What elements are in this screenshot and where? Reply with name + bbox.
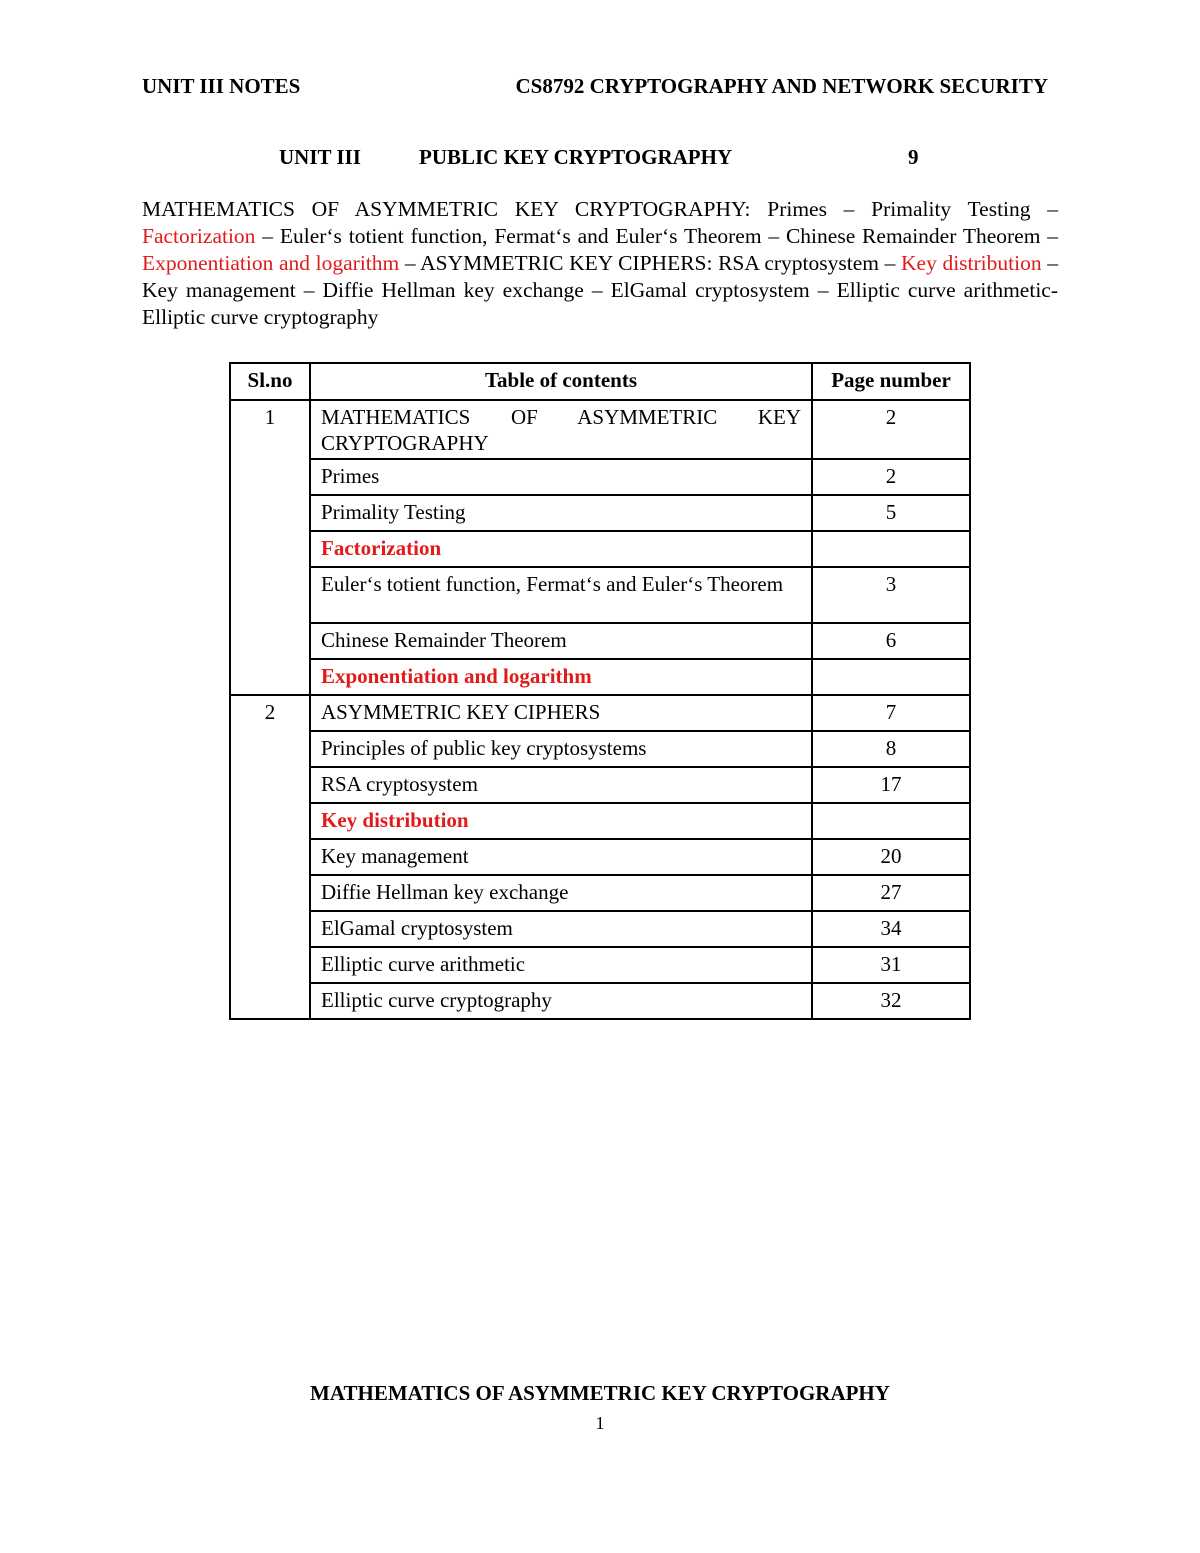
table-row xyxy=(230,567,970,623)
table-row xyxy=(230,459,970,495)
page-cell: 8 xyxy=(812,731,970,767)
page-cell: 5 xyxy=(812,495,970,531)
page-cell: 17 xyxy=(812,767,970,803)
unit-label: UNIT III xyxy=(279,145,361,169)
page-number: 1 xyxy=(595,1413,605,1433)
table-row xyxy=(230,911,970,947)
table-row xyxy=(230,947,970,983)
unit-hours: 9 xyxy=(908,145,919,169)
page-cell: 6 xyxy=(812,623,970,659)
table-row xyxy=(230,623,970,659)
syllabus-text: – Euler‘s totient function, Fermat‘s and Euler‘s Theorem – Chinese Remainder Theorem – xyxy=(255,224,1058,248)
page-cell: 2 xyxy=(812,400,970,459)
table-row xyxy=(230,839,970,875)
page-cell: 34 xyxy=(812,911,970,947)
topic-cell: Chinese Remainder Theorem xyxy=(310,623,812,659)
topic-cell: Euler‘s totient function, Fermat‘s and Euler‘s Theorem xyxy=(310,567,812,623)
topic-cell: Diffie Hellman key exchange xyxy=(310,875,812,911)
syllabus-paragraph xyxy=(142,196,1058,331)
topic-cell: Elliptic curve arithmetic xyxy=(310,947,812,983)
topic-cell-highlight: Key distribution xyxy=(310,803,812,839)
page-cell: 31 xyxy=(812,947,970,983)
syllabus-highlight-key-distribution: Key distribution xyxy=(901,251,1042,275)
header-course-title: CS8792 CRYPTOGRAPHY AND NETWORK SECURITY xyxy=(515,74,1048,98)
page-cell: 3 xyxy=(812,567,970,623)
page-cell: 20 xyxy=(812,839,970,875)
topic-cell-highlight: Factorization xyxy=(310,531,812,567)
page-cell xyxy=(812,659,970,695)
topic-cell: ASYMMETRIC KEY CIPHERS xyxy=(310,695,812,731)
topic-cell: ElGamal cryptosystem xyxy=(310,911,812,947)
topic-cell: Key management xyxy=(310,839,812,875)
page-cell xyxy=(812,803,970,839)
column-header-page: Page number xyxy=(812,363,970,400)
header-unit-notes: UNIT III NOTES xyxy=(142,74,301,98)
slno-cell: 2 xyxy=(230,695,310,1019)
table-row xyxy=(230,659,970,695)
column-header-contents: Table of contents xyxy=(310,363,812,400)
table-row xyxy=(230,695,970,731)
syllabus-text: – ASYMMETRIC KEY CIPHERS: RSA cryptosystem – xyxy=(399,251,902,275)
topic-cell: Principles of public key cryptosystems xyxy=(310,731,812,767)
table-row xyxy=(230,495,970,531)
table-row xyxy=(230,767,970,803)
table-row xyxy=(230,531,970,567)
table-row xyxy=(230,731,970,767)
syllabus-highlight-factorization: Factorization xyxy=(142,224,256,248)
topic-cell: Primes xyxy=(310,459,812,495)
syllabus-text: – Key management – Diffie Hellman key exchange – ElGamal cryptosystem – Elliptic curve arithmetic-Elliptic curve cryptography xyxy=(142,251,1058,329)
page-cell: 27 xyxy=(812,875,970,911)
topic-cell: Elliptic curve cryptography xyxy=(310,983,812,1019)
page-cell: 2 xyxy=(812,459,970,495)
topic-cell: RSA cryptosystem xyxy=(310,767,812,803)
page-cell: 7 xyxy=(812,695,970,731)
table-row xyxy=(230,875,970,911)
topic-cell: MATHEMATICS OF ASYMMETRIC KEY CRYPTOGRAPHY xyxy=(310,400,812,459)
syllabus-text: MATHEMATICS OF ASYMMETRIC KEY CRYPTOGRAPHY: Primes – Primality Testing – xyxy=(142,197,1058,221)
syllabus-highlight-exponentiation: Exponentiation and logarithm xyxy=(142,251,400,275)
page-cell: 32 xyxy=(812,983,970,1019)
topic-cell-highlight: Exponentiation and logarithm xyxy=(310,659,812,695)
table-row xyxy=(230,983,970,1019)
slno-cell: 1 xyxy=(230,400,310,695)
column-header-slno: Sl.no xyxy=(230,363,310,400)
unit-title-line xyxy=(142,143,1048,171)
table-of-contents xyxy=(229,362,971,1020)
section-title: MATHEMATICS OF ASYMMETRIC KEY CRYPTOGRAPHY xyxy=(310,1381,890,1405)
table-row xyxy=(230,803,970,839)
unit-title: PUBLIC KEY CRYPTOGRAPHY xyxy=(419,145,733,169)
table-row xyxy=(230,400,970,459)
page-cell xyxy=(812,531,970,567)
topic-cell: Primality Testing xyxy=(310,495,812,531)
